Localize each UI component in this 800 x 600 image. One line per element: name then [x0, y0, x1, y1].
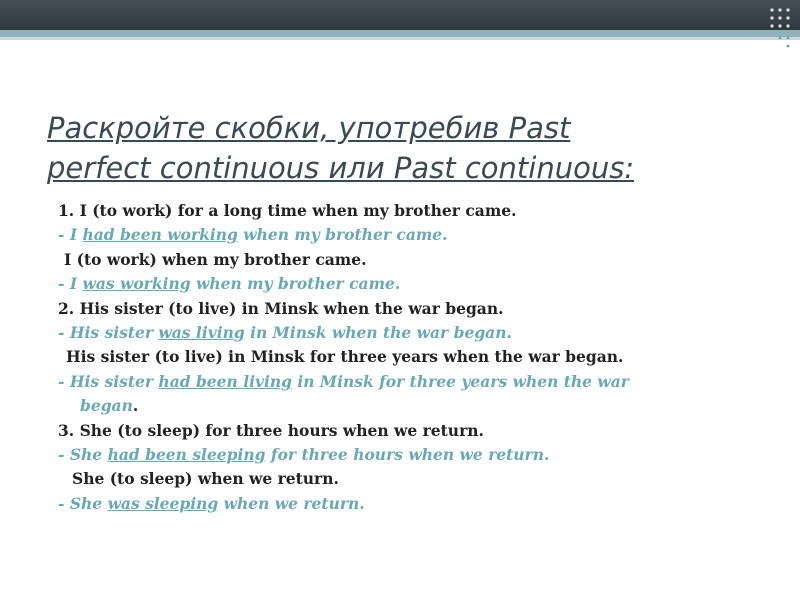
answer-line	[0, 223, 800, 247]
task-line: 2. His sister (to live) in Minsk when the war began.	[58, 298, 504, 318]
answer-prefix: - She	[58, 493, 108, 513]
answer-period: .	[132, 396, 139, 416]
title-line-1: Раскройте скобки, употребив Past	[47, 111, 571, 145]
task-line: 1. I (to work) for a long time when my brother came.	[58, 201, 517, 220]
top-bar	[0, 0, 800, 30]
task-line: 3. She (to sleep) for three hours when we return.	[58, 420, 484, 440]
task-line: I (to work) when my brother came.	[64, 249, 367, 269]
answer-highlight: was working	[82, 274, 191, 294]
answer-line	[0, 272, 800, 296]
answer-line	[0, 492, 800, 516]
task-line: His sister (to live) in Minsk for three years when the war began.	[66, 347, 624, 367]
answer-highlight: was sleeping	[107, 493, 219, 513]
top-stripe-light	[0, 37, 800, 40]
answer-line	[0, 443, 800, 467]
answer-suffix: in Minsk for three years when the war	[291, 371, 629, 391]
answer-continuation: began	[80, 396, 133, 416]
answer-suffix: when my brother came.	[190, 274, 401, 294]
answer-suffix: in Minsk when the war began.	[244, 323, 512, 343]
answer-suffix: when we return.	[218, 493, 365, 513]
answer-highlight: had been living	[158, 371, 292, 391]
title-line-2: perfect continuous или Past continuous:	[47, 151, 635, 185]
task-line: She (to sleep) when we return.	[72, 469, 339, 489]
answer-line-continued	[0, 394, 800, 418]
answer-line	[0, 321, 800, 345]
answer-suffix: when my brother came.	[237, 225, 448, 245]
dot-grid-icon	[766, 2, 794, 54]
answer-highlight: was living	[158, 323, 245, 343]
answer-suffix: for three hours when we return.	[265, 445, 550, 465]
top-stripe	[0, 30, 800, 37]
answer-prefix: - I	[58, 274, 83, 294]
slide-title	[47, 108, 767, 188]
answer-prefix: - She	[58, 445, 108, 465]
exercise-body	[0, 199, 800, 516]
answer-line	[0, 370, 800, 394]
answer-highlight: had been working	[82, 225, 238, 245]
answer-prefix: - I	[58, 225, 83, 245]
answer-highlight: had been sleeping	[107, 445, 266, 465]
answer-prefix: - His sister	[58, 371, 159, 391]
answer-prefix: - His sister	[58, 323, 159, 343]
